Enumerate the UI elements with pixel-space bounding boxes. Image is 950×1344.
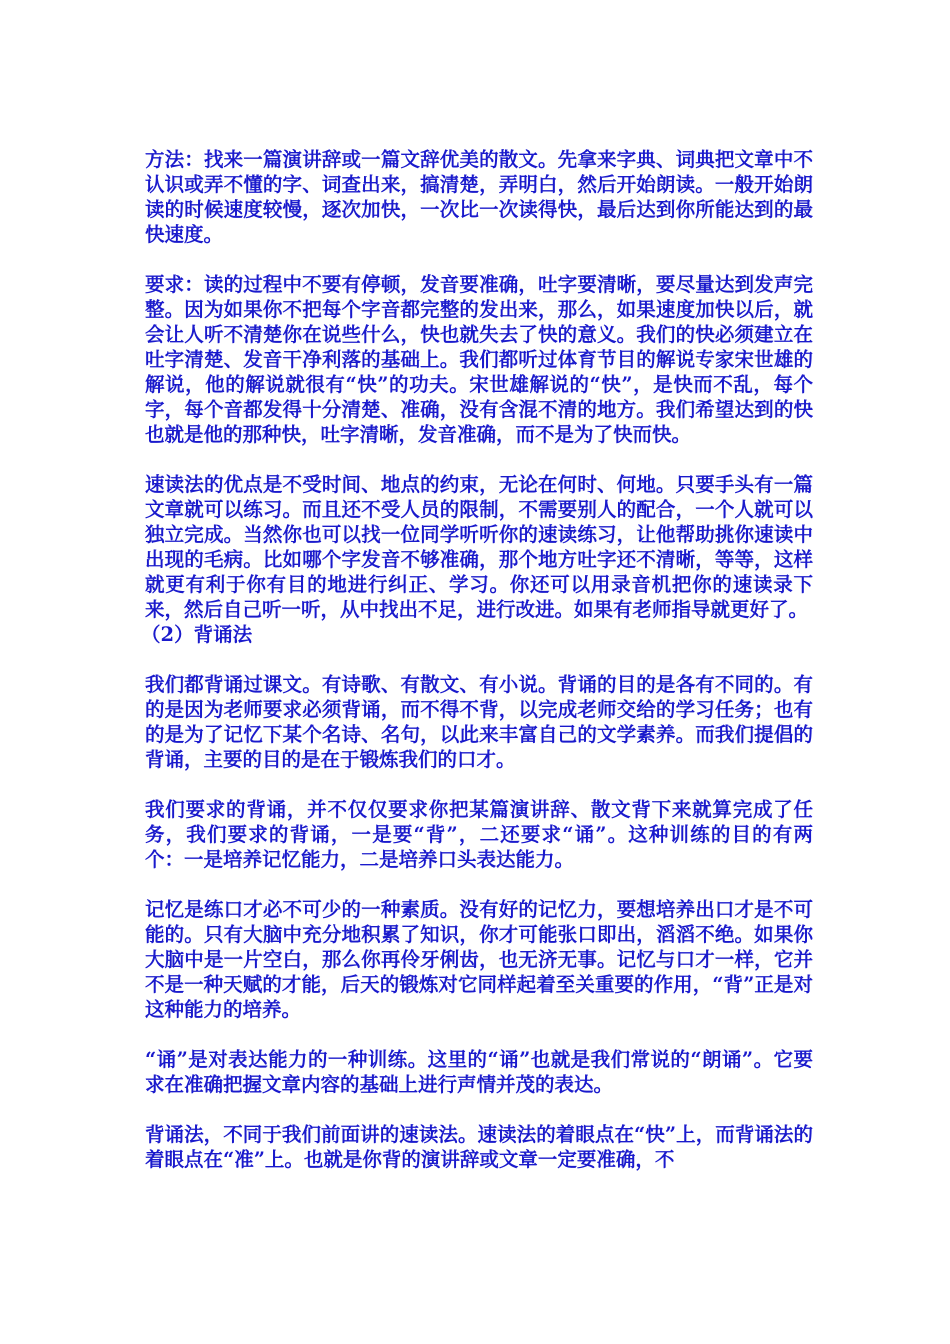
paragraph-memory: 记忆是练口才必不可少的一种素质。没有好的记忆力，要想培养出口才是不可能的。只有大脑中充分地积累了知识，你才可能张口即出，滔滔不绝。如果你大脑中是一片空白，那么你再伶牙俐齿，也无济无事。记忆与口才一样，它并不是一种天赋的才能，后天的锻炼对它同样起着至关重要的作用，“背”正是对这种能力的培养。 <box>145 898 813 1021</box>
paragraph-recitation-intro: 我们都背诵过课文。有诗歌、有散文、有小说。背诵的目的是各有不同的。有的是因为老师要求必须背诵，而不得不背，以完成老师交给的学习任务；也有的是为了记忆下某个名诗、名句，以此来丰富自己的文学素养。而我们提倡的背诵，主要的目的是在于锻炼我们的口才。 <box>145 673 813 771</box>
paragraph-recitation-goals: 我们要求的背诵，并不仅仅要求你把某篇演讲辞、散文背下来就算完成了任务，我们要求的背诵，一是要“背”，二还要求“诵”。这种训练的目的有两个：一是培养记忆能力，二是培养口头表达能力。 <box>145 798 813 871</box>
section-heading: （2）背诵法 <box>141 623 253 646</box>
paragraph-method: 方法：找来一篇演讲辞或一篇文辞优美的散文。先拿来字典、词典把文章中不认识或弄不懂的字、词查出来，搞清楚，弄明白，然后开始朗读。一般开始朗读的时候速度较慢，逐次加快，一次比一次读得快，最后达到你所能达到的最快速度。 <box>145 148 813 246</box>
paragraph-recite-expression: “诵”是对表达能力的一种训练。这里的“诵”也就是我们常说的“朗诵”。它要求在准确把握文章内容的基础上进行声情并茂的表达。 <box>145 1048 813 1096</box>
paragraph-recitation-vs-speed: 背诵法，不同于我们前面讲的速读法。速读法的着眼点在“快”上，而背诵法的着眼点在“准”上。也就是你背的演讲辞或文章一定要准确，不 <box>145 1123 813 1171</box>
document-body <box>141 147 813 1197</box>
paragraph-requirements: 要求：读的过程中不要有停顿，发音要准确，吐字要清晰，要尽量达到发声完整。因为如果你不把每个字音都完整的发出来，那么，如果速度加快以后，就会让人听不清楚你在说些什么，快也就失去了快的意义。我们的快必须建立在吐字清楚、发音干净利落的基础上。我们都听过体育节目的解说专家宋世雄的解说，他的解说就很有“快”的功夫。宋世雄解说的“快”，是快而不乱，每个字，每个音都发得十分清楚、准确，没有含混不清的地方。我们希望达到的快也就是他的那种快，吐字清晰，发音准确，而不是为了快而快。 <box>145 273 813 446</box>
paragraph-speed-reading-advantages: 速读法的优点是不受时间、地点的约束，无论在何时、何地。只要手头有一篇文章就可以练习。而且还不受人员的限制，不需要别人的配合，一个人就可以独立完成。当然你也可以找一位同学听听你的速读练习，让他帮助挑你速读中出现的毛病。比如哪个字发音不够准确，那个地方吐字还不清晰，等等，这样就更有利于你有目的地进行纠正、学习。你还可以用录音机把你的速读录下来，然后自己听一听，从中找出不足，进行改进。如果有老师指导就更好了。 <box>145 473 813 621</box>
